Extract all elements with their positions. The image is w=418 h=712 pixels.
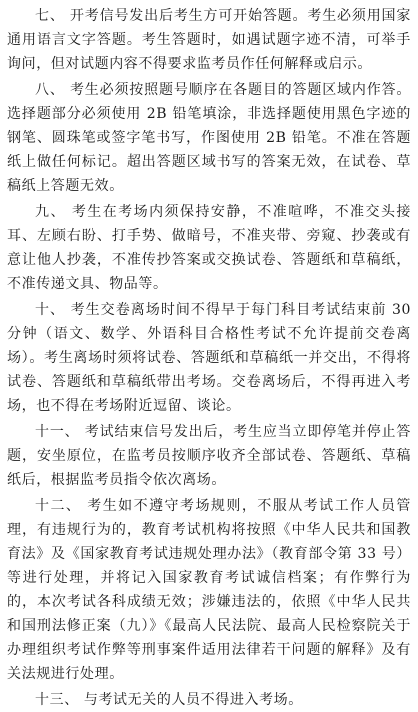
rule-paragraph-10: 十、 考生交卷离场时间不得早于每门科目考试结束前 30 分钟（语文、数学、外语科目合格性考试不允许提前交卷离场）。考生离场时须将试卷、答题纸和草稿纸一并交出，不得将试卷、答题纸和草稿纸带出考场。交卷离场后，不得再进入考场，也不得在考场附近逗留、谈论。 <box>7 302 411 414</box>
rule-paragraph-13: 十三、 与考试无关的人员不得进入考场。 <box>35 692 303 708</box>
rule-paragraph-11: 十一、 考试结束信号发出后，考生应当立即停笔并停止答题，安坐原位，在监考员按顺序收齐全部试卷、答题纸、草稿纸后，根据监考员指令依次离场。 <box>7 424 411 488</box>
rule-paragraph-12: 十二、 考生如不遵守考场规则，不服从考试工作人员管理，有违规行为的，教育考试机构将按照《中华人民共和国教育法》及《国家教育考试违规处理办法》（教育部令第 33 号）等进行处理，并将记入国家教育考试诚信档案；有作弊行为的，本次考试各科成绩无效；涉嫌违法的，依照《中华人民共和国刑法修正案（九）》《最高人民法院、最高人民检察院关于办理组织考试作弊等刑事案件适用法律若干问题的解释》及有关法规进行处理。 <box>7 498 411 682</box>
rule-paragraph-9: 九、 考生在考场内须保持安静，不准喧哗，不准交头接耳、左顾右盼、打手势、做暗号，不准夹带、旁窥、抄袭或有意让他人抄袭，不准传抄答案或交换试卷、答题纸和草稿纸，不准传递文具、物品等。 <box>7 204 411 292</box>
rule-paragraph-8: 八、 考生必须按照题号顺序在各题目的答题区域内作答。选择题部分必须使用 2B 铅笔填涂，非选择题使用黑色字迹的钢笔、圆珠笔或签字笔书写，作图使用 2B 铅笔。不准在答题纸上做任何标记。超出答题区域书写的答案无效，在试卷、草稿纸上答题无效。 <box>7 82 411 194</box>
rule-paragraph-7: 七、 开考信号发出后考生方可开始答题。考生必须用国家通用语言文字答题。考生答题时，如遇试题字迹不清，可举手询问，但对试题内容不得要求监考员作任何解释或启示。 <box>7 8 411 72</box>
